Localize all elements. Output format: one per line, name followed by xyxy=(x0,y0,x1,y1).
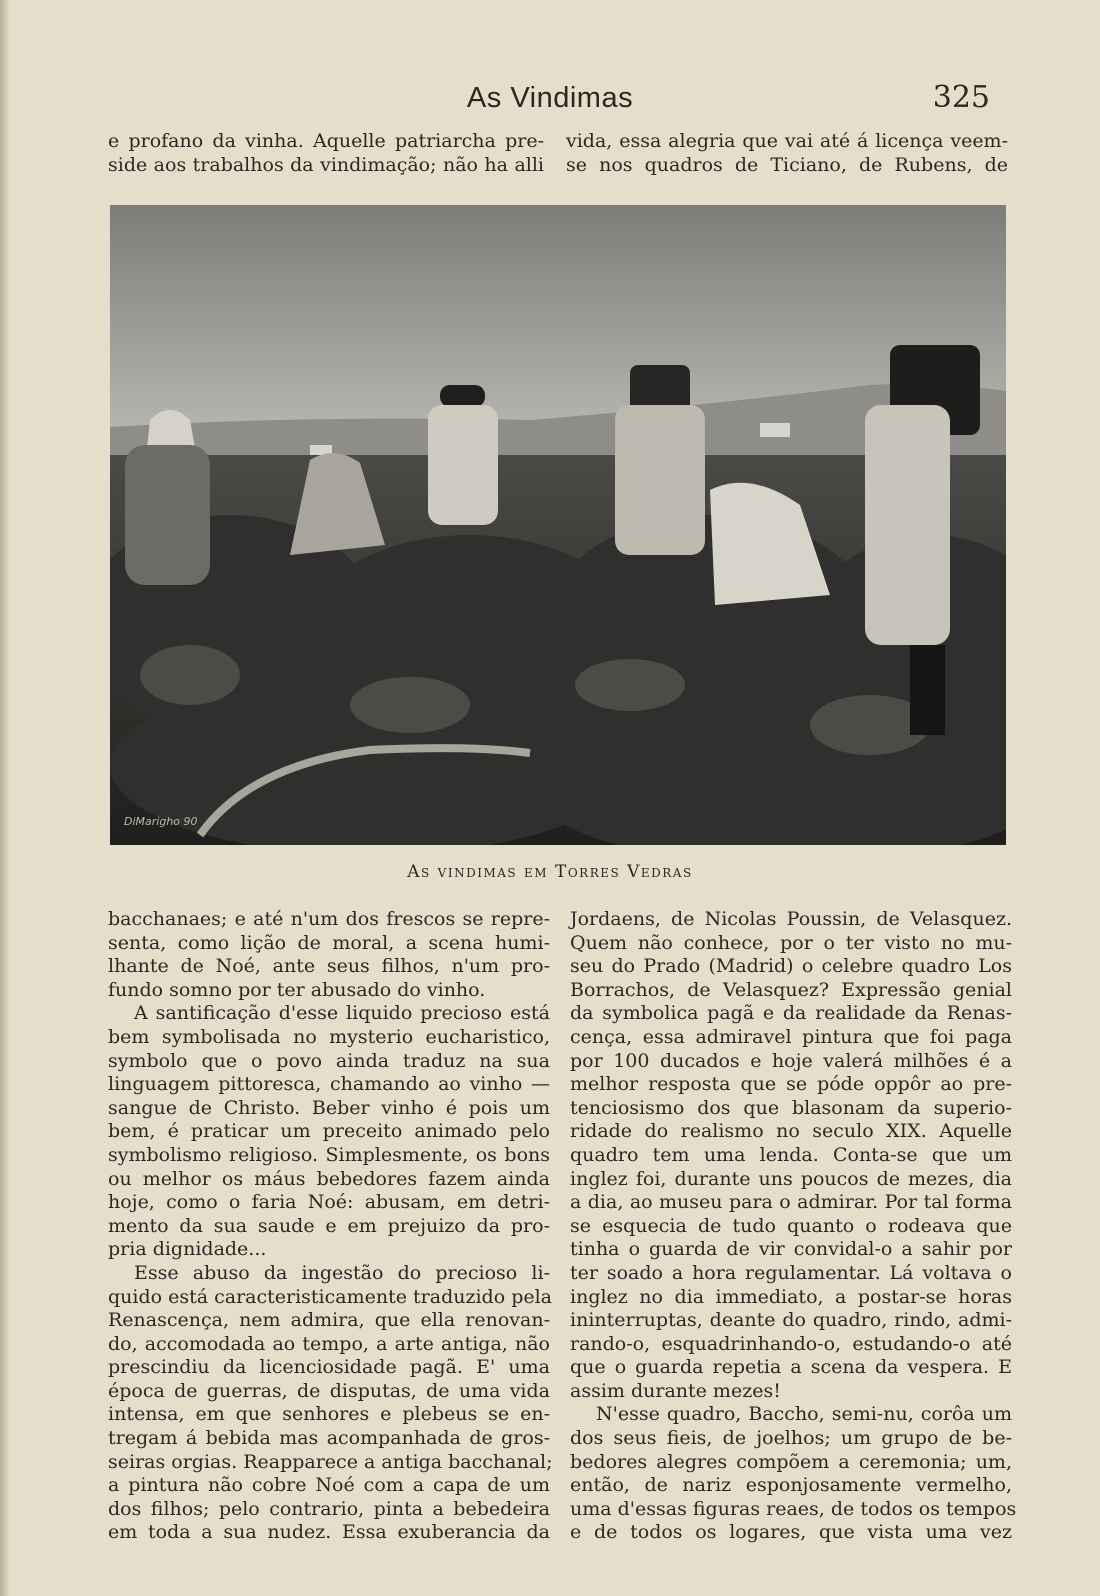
text-line: quadro tem uma lenda. Conta-se que um xyxy=(570,1143,1012,1166)
text-line: então, de nariz esponjosamente vermelho, xyxy=(570,1474,1012,1497)
bottom-left-column xyxy=(108,908,553,1545)
paragraph xyxy=(570,908,1012,1403)
text-line: da symbolica pagã e da realidade da Renas- xyxy=(570,1002,1012,1025)
vineyard-harvest-illustration xyxy=(110,205,1006,845)
text-line: lhante de Noé, ante seus filhos, n'um pro- xyxy=(108,955,550,978)
text-line: bem symbolisada no mysterio eucharistico, xyxy=(108,1025,550,1048)
text-line: mento da sua saude e em prejuizo da pro- xyxy=(108,1214,550,1237)
top-right-column xyxy=(566,130,1008,177)
text-line: se esquecia de tudo quanto o rodeava que xyxy=(570,1214,1012,1237)
text-line: side aos trabalhos da vindimação; não ha alli xyxy=(108,153,544,176)
text-line: a dia, ao museu para o admirar. Por tal forma xyxy=(570,1191,1012,1214)
vineyard-photograph xyxy=(110,205,1006,845)
text-line: rando-o, esquadrinhando-o, estudando-o até xyxy=(570,1332,1012,1355)
text-line: por 100 ducados e hoje valerá milhões é a xyxy=(570,1049,1012,1072)
text-line: se nos quadros de Ticiano, de Rubens, de xyxy=(566,153,1008,176)
illustrator-signature: DiMarigho 90 xyxy=(124,815,198,828)
page-edge xyxy=(0,0,10,1596)
text-line: que o guarda repetia a scena da vespera. E xyxy=(570,1356,1012,1379)
text-line: A santificação d'esse liquido precioso está xyxy=(134,1002,550,1025)
text-line: seu do Prado (Madrid) o celebre quadro Los xyxy=(570,955,1012,978)
text-line: em toda a sua nudez. Essa exuberancia da xyxy=(108,1521,550,1544)
text-line: symbolismo religioso. Simplesmente, os bons xyxy=(108,1143,550,1166)
text-line: a pintura não cobre Noé com a capa de um xyxy=(108,1474,550,1497)
text-line: Borrachos, de Velasquez? Expressão genial xyxy=(570,978,1012,1001)
text-line: ininterruptas, deante do quadro, rindo, admi- xyxy=(570,1309,1012,1332)
text-line: vida, essa alegria que vai até á licença veem- xyxy=(566,130,1008,152)
paragraph xyxy=(108,1261,553,1545)
text-line: época de guerras, de disputas, de uma vida xyxy=(108,1379,550,1402)
text-line: prescindiu da licenciosidade pagã. E' uma xyxy=(108,1356,550,1379)
text-line: Quem não conhece, por o ter visto no mu- xyxy=(570,931,1012,954)
paragraph xyxy=(570,1403,1017,1545)
text-line: assim durante mezes! xyxy=(570,1379,781,1402)
text-line: inglez foi, durante uns poucos de mezes, dia xyxy=(570,1167,1012,1190)
text-line: Renascença, nem admira, que ella renovan- xyxy=(108,1309,550,1332)
text-line: Esse abuso da ingestão do precioso li- xyxy=(134,1261,550,1284)
text-line: bedores alegres compõem a ceremonia; um, xyxy=(570,1450,1012,1473)
text-line: dos filhos; pelo contrario, pinta a bebedeira xyxy=(108,1497,550,1520)
text-line: pria dignidade... xyxy=(108,1238,267,1261)
text-line: senta, como lição de moral, a scena humi- xyxy=(108,931,550,954)
text-line: sangue de Christo. Beber vinho é pois um xyxy=(108,1096,550,1119)
text-line: quido está caracteristicamente traduzido pela xyxy=(108,1285,553,1308)
text-line: inglez no dia immediato, a postar-se horas xyxy=(570,1285,1012,1308)
text-line: seiras orgias. Reapparece a antiga bacchanal; xyxy=(108,1450,553,1473)
text-line: N'esse quadro, Baccho, semi-nu, corôa um xyxy=(596,1403,1012,1426)
text-line: cença, essa admiravel pintura que foi paga xyxy=(570,1025,1012,1048)
text-line: hoje, como o faria Noé: abusam, em detri- xyxy=(108,1191,550,1214)
text-line: fundo somno por ter abusado do vinho. xyxy=(108,978,486,1001)
text-line: e profano da vinha. Aquelle patriarcha pre- xyxy=(108,130,544,152)
page-number: 325 xyxy=(932,80,990,115)
text-line: bacchanaes; e até n'um dos frescos se repre- xyxy=(108,908,550,930)
text-line: Jordaens, de Nicolas Poussin, de Velasquez. xyxy=(570,908,1012,930)
text-line: linguagem pittoresca, chamando ao vinho — xyxy=(108,1073,550,1096)
text-line: ter soado a hora regulamentar. Lá voltava o xyxy=(570,1261,1012,1284)
text-line: tenciosismo dos que blasonam da superio- xyxy=(570,1096,1012,1119)
paragraph xyxy=(108,1002,550,1262)
paragraph xyxy=(108,908,550,1002)
text-line: do, accomodada ao tempo, a arte antiga, não xyxy=(108,1332,550,1355)
text-line: dos seus fieis, de joelhos; um grupo de be- xyxy=(570,1427,1012,1450)
text-line: melhor resposta que se póde oppôr ao pre- xyxy=(570,1073,1012,1096)
text-line: tregam á bebida mas acompanhada de gros- xyxy=(108,1427,550,1450)
bottom-right-column xyxy=(570,908,1017,1545)
text-line: ou melhor os máus bebedores fazem ainda xyxy=(108,1167,550,1190)
text-line: e de todos os logares, que vista uma vez xyxy=(570,1521,1012,1544)
text-line: symbolo que o povo ainda traduz na sua xyxy=(108,1049,550,1072)
text-line: intensa, em que senhores e plebeus se en- xyxy=(108,1403,550,1426)
text-line: bem, é praticar um preceito animado pelo xyxy=(108,1120,550,1143)
text-line: tinha o guarda de vir convidal-o a sahir por xyxy=(570,1238,1012,1261)
running-title: As Vindimas xyxy=(466,82,634,114)
text-line: ridade do realismo no seculo XIX. Aquelle xyxy=(570,1120,1012,1143)
top-left-column xyxy=(108,130,544,177)
running-head xyxy=(0,80,1100,124)
figure-caption: As vindimas em Torres Vedras xyxy=(407,862,693,882)
distant-house xyxy=(760,423,790,437)
text-line: uma d'essas figuras reaes, de todos os tempos xyxy=(570,1497,1017,1520)
